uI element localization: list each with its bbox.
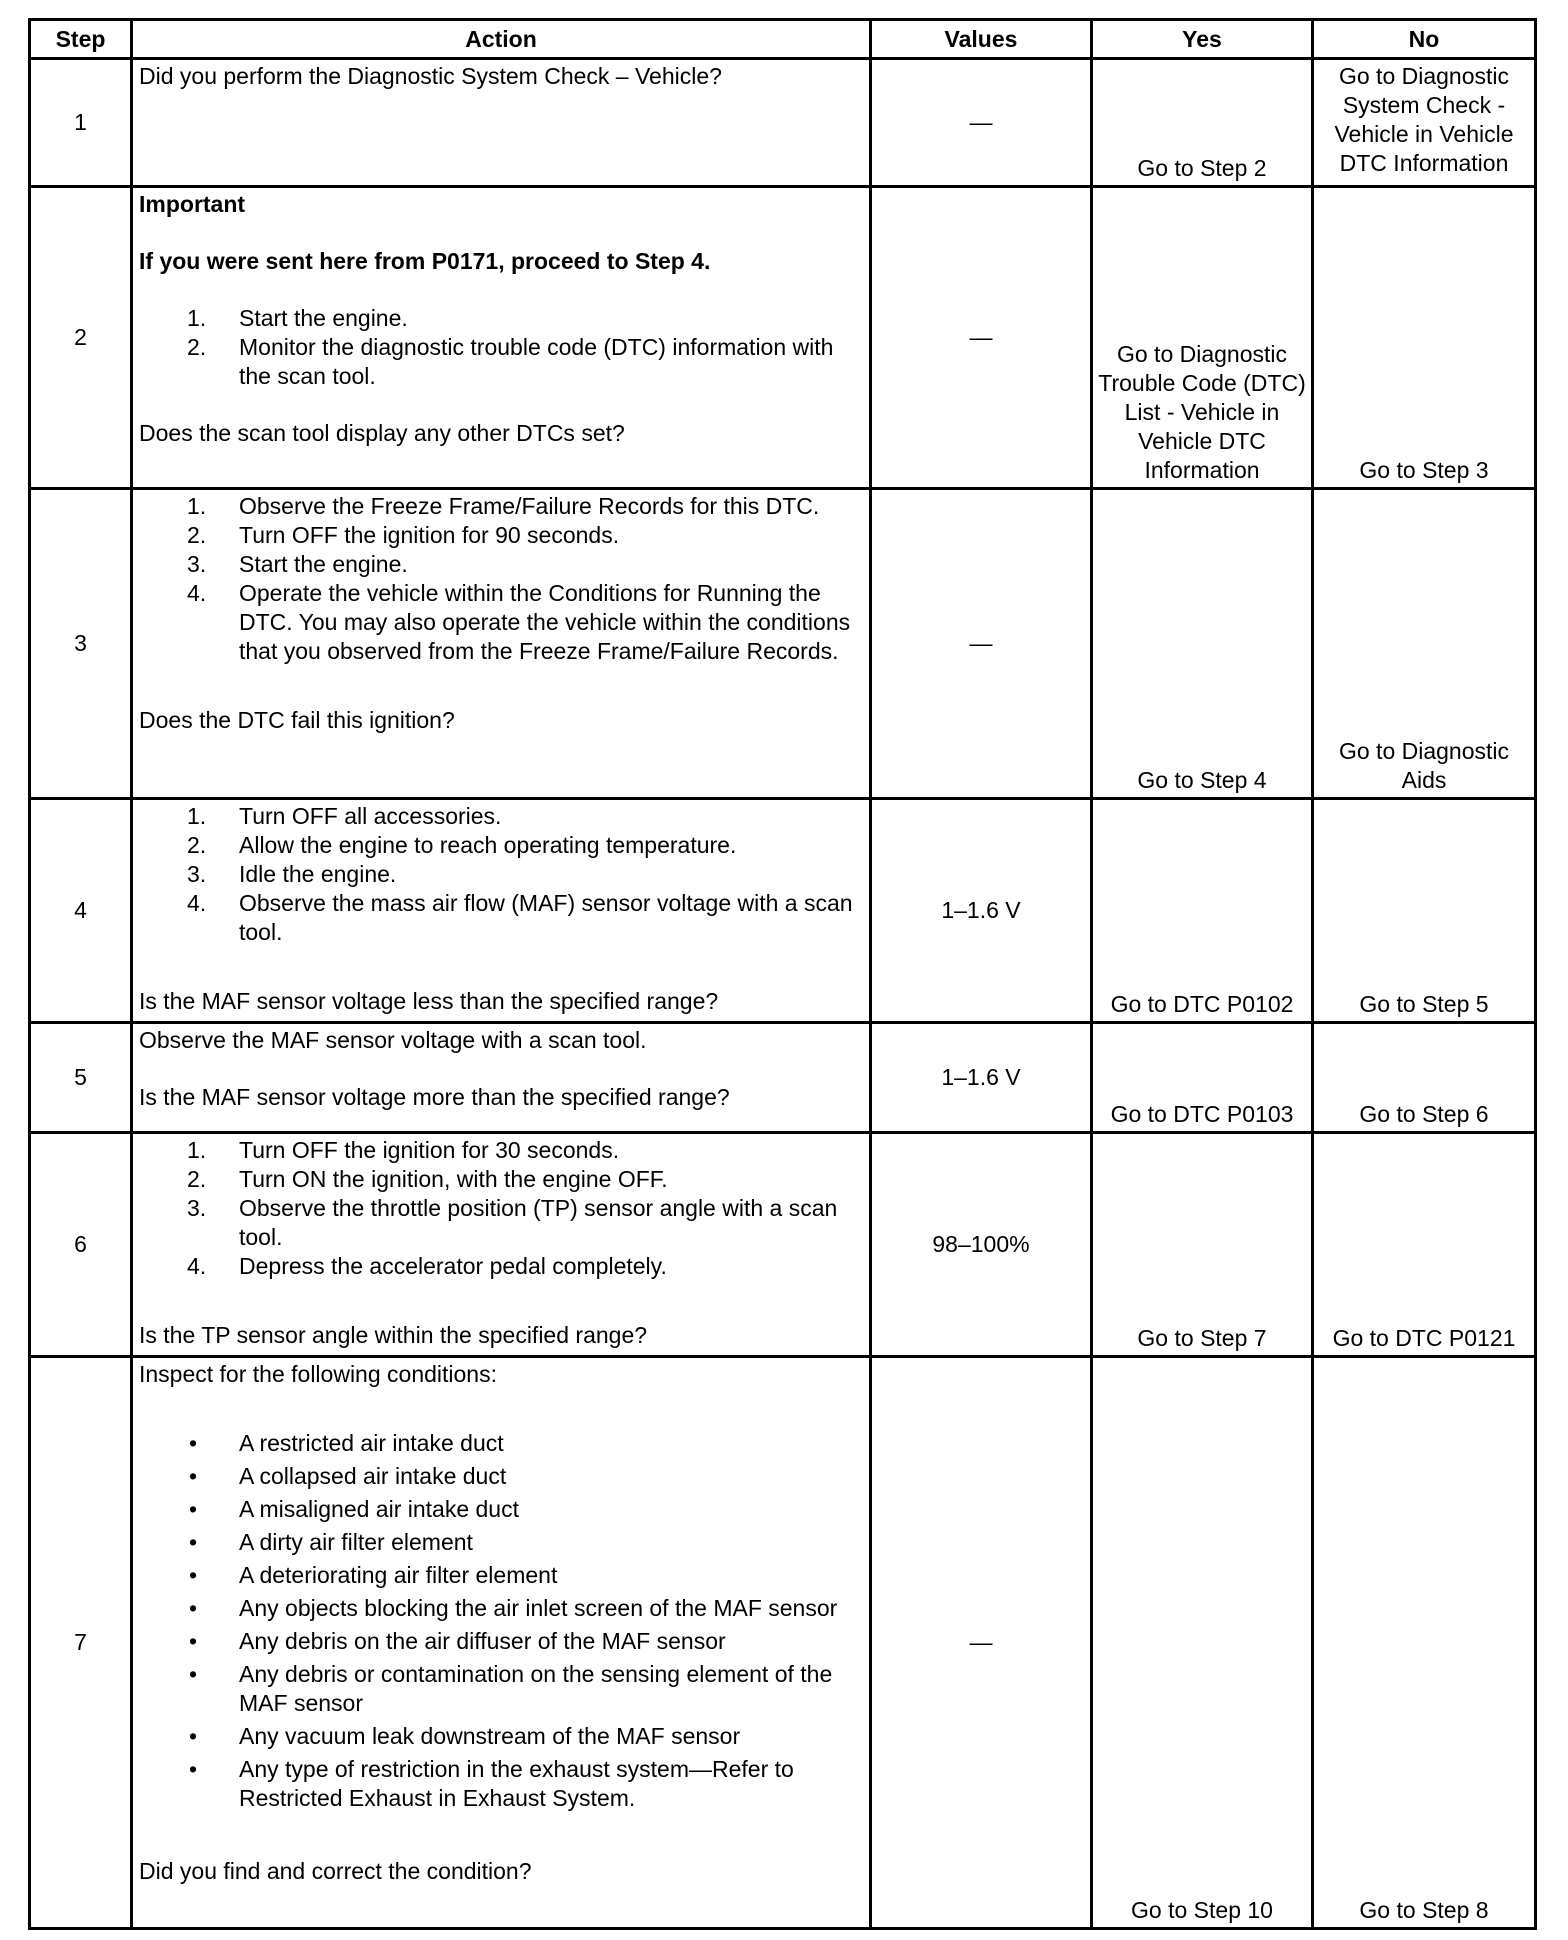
value-cell: 1–1.6 V	[871, 1023, 1092, 1133]
step-number: 6	[30, 1133, 132, 1357]
action-intro: Observe the MAF sensor voltage with a scan tool.	[139, 1027, 647, 1053]
list-item: 1. Turn OFF the ignition for 30 seconds.	[187, 1137, 620, 1163]
table-row	[30, 1357, 1536, 1929]
list-item: • A deteriorating air filter element	[189, 1562, 558, 1588]
step-number: 7	[30, 1357, 132, 1929]
list-item: 1. Observe the Freeze Frame/Failure Records for this DTC.	[187, 493, 820, 519]
value-cell: —	[871, 1357, 1092, 1929]
list-item: 4. Operate the vehicle within the Conditions for Running the DTC. You may also operate the vehicle within the conditions that you observed from the Freeze Frame/Failure Records.	[187, 580, 851, 664]
action-cell	[132, 1023, 871, 1133]
action-question: Did you perform the Diagnostic System Check – Vehicle?	[139, 63, 722, 89]
header-no: No	[1313, 20, 1536, 59]
step-number: 4	[30, 799, 132, 1023]
step-number: 2	[30, 187, 132, 489]
no-cell: Go to Step 3	[1313, 187, 1536, 489]
important-text: If you were sent here from P0171, proceed to Step 4.	[139, 248, 711, 274]
header-values: Values	[871, 20, 1092, 59]
step-number: 1	[30, 59, 132, 187]
list-item: • Any objects blocking the air inlet screen of the MAF sensor	[189, 1595, 838, 1621]
value-cell: —	[871, 59, 1092, 187]
diagnostic-table	[28, 18, 1537, 1930]
action-cell	[132, 1133, 871, 1357]
list-item: 2. Turn OFF the ignition for 90 seconds.	[187, 522, 620, 548]
action-question: Is the MAF sensor voltage more than the specified range?	[139, 1084, 730, 1110]
table-row	[30, 1133, 1536, 1357]
action-steps	[139, 802, 861, 947]
action-question: Did you find and correct the condition?	[139, 1858, 532, 1884]
list-item: 3. Idle the engine.	[187, 861, 397, 887]
list-item: 4. Depress the accelerator pedal completely.	[187, 1253, 667, 1279]
action-steps	[139, 304, 861, 391]
no-cell: Go to Step 8	[1313, 1357, 1536, 1929]
action-cell	[132, 187, 871, 489]
yes-cell: Go to Step 7	[1092, 1133, 1313, 1357]
no-cell: Go to Step 5	[1313, 799, 1536, 1023]
list-item: 2. Turn ON the ignition, with the engine OFF.	[187, 1166, 668, 1192]
table-row	[30, 799, 1536, 1023]
list-item: 2. Allow the engine to reach operating temperature.	[187, 832, 737, 858]
diagnostic-page	[28, 18, 1534, 1930]
header-row	[30, 20, 1536, 59]
list-item: 3. Start the engine.	[187, 551, 408, 577]
list-item: • A collapsed air intake duct	[189, 1463, 507, 1489]
yes-cell: Go to Step 2	[1092, 59, 1313, 187]
action-cell	[132, 59, 871, 187]
action-question: Is the MAF sensor voltage less than the specified range?	[139, 988, 719, 1014]
list-item: • A dirty air filter element	[189, 1529, 473, 1555]
list-item: • A misaligned air intake duct	[189, 1496, 519, 1522]
list-item: • Any debris or contamination on the sensing element of the MAF sensor	[189, 1661, 833, 1716]
value-cell: 1–1.6 V	[871, 799, 1092, 1023]
step-number: 5	[30, 1023, 132, 1133]
list-item: • Any debris on the air diffuser of the MAF sensor	[189, 1628, 726, 1654]
yes-cell: Go to DTC P0102	[1092, 799, 1313, 1023]
action-cell	[132, 489, 871, 799]
value-cell: —	[871, 489, 1092, 799]
table-row	[30, 1023, 1536, 1133]
action-question: Does the scan tool display any other DTCs set?	[139, 420, 625, 446]
condition-list	[139, 1429, 861, 1813]
action-intro: Inspect for the following conditions:	[139, 1361, 497, 1387]
no-cell: Go to Step 6	[1313, 1023, 1536, 1133]
list-item: 3. Observe the throttle position (TP) sensor angle with a scan tool.	[187, 1195, 838, 1250]
no-cell: Go to Diagnostic System Check - Vehicle in Vehicle DTC Information	[1313, 59, 1536, 187]
value-cell: 98–100%	[871, 1133, 1092, 1357]
no-cell: Go to Diagnostic Aids	[1313, 489, 1536, 799]
yes-cell: Go to Diagnostic Trouble Code (DTC) List - Vehicle in Vehicle DTC Information	[1092, 187, 1313, 489]
table-row	[30, 489, 1536, 799]
action-question: Is the TP sensor angle within the specified range?	[139, 1322, 648, 1348]
action-cell	[132, 799, 871, 1023]
important-label: Important	[139, 191, 246, 217]
header-yes: Yes	[1092, 20, 1313, 59]
action-steps	[139, 492, 861, 666]
step-number: 3	[30, 489, 132, 799]
header-step: Step	[30, 20, 132, 59]
yes-cell: Go to Step 10	[1092, 1357, 1313, 1929]
action-question: Does the DTC fail this ignition?	[139, 707, 455, 733]
action-steps	[139, 1136, 861, 1281]
list-item: • Any type of restriction in the exhaust system—Refer to Restricted Exhaust in Exhaust System.	[189, 1756, 794, 1811]
list-item: 2. Monitor the diagnostic trouble code (DTC) information with the scan tool.	[187, 334, 834, 389]
action-cell	[132, 1357, 871, 1929]
list-item: 1. Start the engine.	[187, 305, 408, 331]
list-item: • Any vacuum leak downstream of the MAF sensor	[189, 1723, 741, 1749]
list-item: 1. Turn OFF all accessories.	[187, 803, 502, 829]
no-cell: Go to DTC P0121	[1313, 1133, 1536, 1357]
table-row	[30, 59, 1536, 187]
header-action: Action	[132, 20, 871, 59]
list-item: • A restricted air intake duct	[189, 1430, 504, 1456]
table-row	[30, 187, 1536, 489]
yes-cell: Go to Step 4	[1092, 489, 1313, 799]
yes-cell: Go to DTC P0103	[1092, 1023, 1313, 1133]
list-item: 4. Observe the mass air flow (MAF) sensor voltage with a scan tool.	[187, 890, 853, 945]
value-cell: —	[871, 187, 1092, 489]
